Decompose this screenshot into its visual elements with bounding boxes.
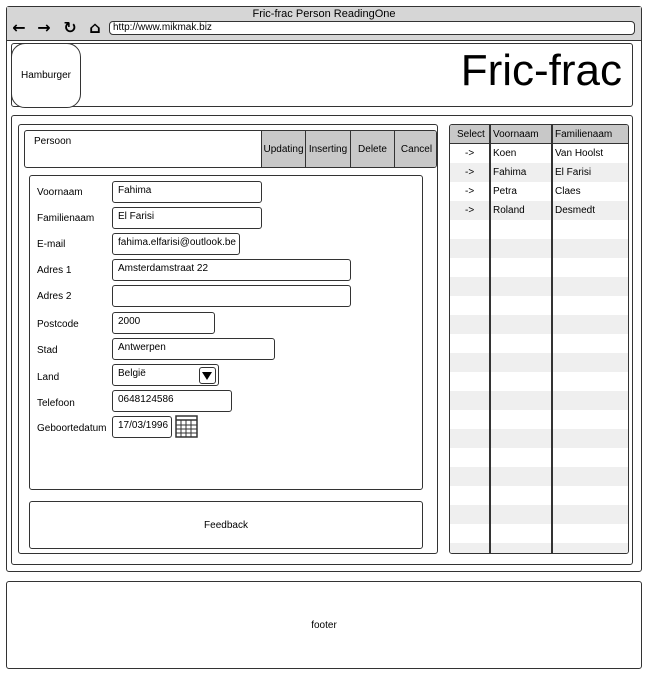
feedback-box: Feedback [29, 501, 423, 549]
person-table [449, 124, 629, 554]
email-label: E-mail [37, 239, 66, 250]
row-voornaam: Fahima [493, 167, 527, 178]
cancel-button[interactable]: Cancel [394, 130, 437, 168]
row-familienaam: Van Hoolst [555, 148, 604, 159]
table-stripe [450, 505, 628, 524]
inserting-button[interactable]: Inserting [305, 130, 350, 168]
brand-title: Fric-frac [460, 46, 622, 95]
column-divider [489, 125, 491, 553]
table-stripe [450, 277, 628, 296]
stad-label: Stad [37, 345, 58, 356]
land-select[interactable] [112, 364, 219, 386]
adres2-label: Adres 2 [37, 291, 72, 302]
header-voornaam[interactable]: Voornaam [493, 129, 539, 140]
land-selected-value: België [118, 368, 146, 379]
row-select-link[interactable]: -> [465, 186, 475, 197]
row-select-link[interactable]: -> [465, 167, 475, 178]
row-familienaam: Claes [555, 186, 581, 197]
person-form [29, 175, 423, 490]
person-toolbar [24, 130, 437, 168]
table-stripe [450, 467, 628, 486]
column-divider [551, 125, 553, 553]
updating-button[interactable]: Updating [261, 130, 305, 168]
land-label: Land [37, 372, 60, 383]
row-voornaam: Roland [493, 205, 525, 216]
url-bar[interactable]: http://www.mikmak.biz [109, 21, 635, 35]
header-select[interactable]: Select [457, 129, 485, 140]
header-familienaam[interactable]: Familienaam [555, 129, 613, 140]
stad-input[interactable]: Antwerpen [112, 338, 275, 360]
main-content [11, 115, 633, 565]
browser-titlebar [7, 7, 641, 41]
table-stripe [450, 163, 628, 182]
hamburger-button[interactable]: Hamburger [11, 43, 81, 108]
page-header [11, 43, 633, 107]
row-familienaam: El Farisi [555, 167, 592, 178]
table-stripe [450, 315, 628, 334]
dropdown-arrow-icon[interactable] [199, 367, 216, 384]
calendar-icon[interactable] [175, 415, 198, 438]
geboortedatum-input[interactable]: 17/03/1996 [112, 416, 172, 438]
back-arrow-icon[interactable]: ← [12, 18, 26, 37]
reload-icon[interactable]: ↻ [63, 18, 77, 37]
voornaam-label: Voornaam [37, 187, 83, 198]
window-title: Fric-frac Person ReadingOne [252, 8, 396, 20]
familienaam-label: Familienaam [37, 213, 95, 224]
telefoon-label: Telefoon [37, 398, 75, 409]
row-select-link[interactable]: -> [465, 148, 475, 159]
person-panel [18, 124, 438, 554]
table-stripe [450, 353, 628, 372]
postcode-input[interactable]: 2000 [112, 312, 215, 334]
postcode-label: Postcode [37, 319, 79, 330]
row-familienaam: Desmedt [555, 205, 596, 216]
geboortedatum-label: Geboortedatum [37, 423, 107, 434]
table-header [450, 125, 628, 144]
table-stripe [450, 201, 628, 220]
row-voornaam: Koen [493, 148, 517, 159]
home-icon[interactable]: ⌂ [89, 18, 101, 37]
adres1-label: Adres 1 [37, 265, 72, 276]
voornaam-input[interactable]: Fahima [112, 181, 262, 203]
delete-button[interactable]: Delete [350, 130, 394, 168]
familienaam-input[interactable]: El Farisi [112, 207, 262, 229]
email-input[interactable]: fahima.elfarisi@outlook.be [112, 233, 240, 255]
person-panel-label: Persoon [34, 136, 72, 147]
table-stripe [450, 429, 628, 448]
adres2-input[interactable] [112, 285, 351, 307]
telefoon-input[interactable]: 0648124586 [112, 390, 232, 412]
page-footer: footer [6, 581, 642, 669]
adres1-input[interactable]: Amsterdamstraat 22 [112, 259, 351, 281]
row-select-link[interactable]: -> [465, 205, 475, 216]
forward-arrow-icon[interactable]: → [37, 18, 51, 37]
row-voornaam: Petra [493, 186, 517, 197]
table-stripe [450, 391, 628, 410]
browser-window [6, 6, 642, 572]
table-stripe [450, 239, 628, 258]
table-stripe [450, 543, 628, 554]
